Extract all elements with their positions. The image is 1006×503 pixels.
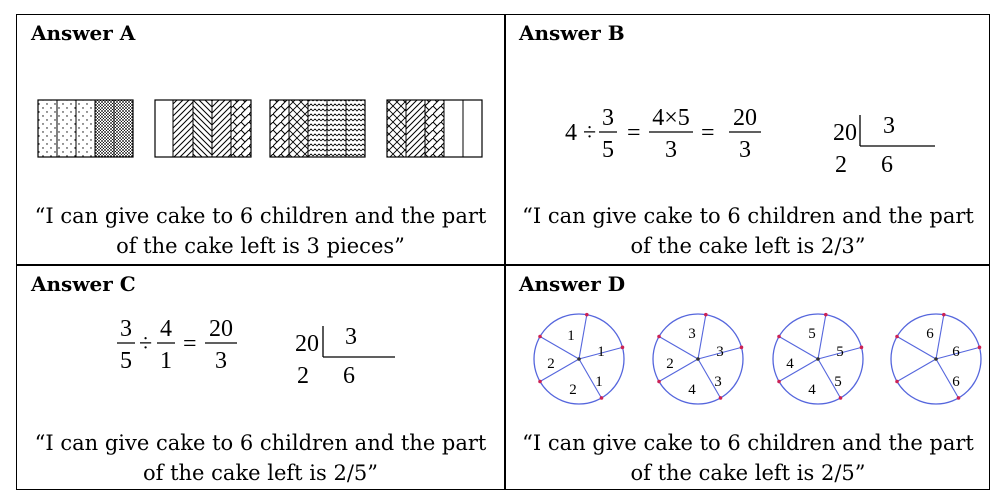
- equals: =: [183, 331, 197, 357]
- cake-slice-mark: [621, 346, 625, 350]
- answer-a-cell: [17, 15, 504, 264]
- long-division-divisor: 3: [345, 324, 357, 350]
- slice-label: 1: [595, 374, 603, 390]
- denominator-3: 3: [215, 348, 227, 374]
- numerator-2: 4: [160, 316, 172, 342]
- cake-center: [816, 357, 820, 361]
- cake-circle-1: [534, 313, 624, 404]
- answer-d-cake-circles: [505, 304, 991, 414]
- answer-a-quote-line-2: of the cake left is 3 pieces”: [116, 234, 405, 258]
- denominator-1: 5: [602, 137, 614, 163]
- denominator-2: 3: [665, 137, 677, 163]
- cake-slice-mark: [657, 335, 661, 339]
- slice-label: 4: [808, 382, 816, 398]
- divide-sign: ÷: [139, 331, 153, 357]
- answer-b-equation: [505, 93, 991, 183]
- cake-slice-mark: [777, 335, 781, 339]
- cake-slice-mark: [895, 335, 899, 339]
- answer-d-title: Answer D: [519, 272, 626, 296]
- long-division-remainder: 2: [835, 152, 847, 178]
- answer-a-title: Answer A: [31, 21, 136, 45]
- answer-b-cell: [505, 15, 991, 264]
- cake-strip-1: [38, 100, 133, 157]
- slice-label: 1: [567, 328, 575, 344]
- cake-strip-3: [270, 100, 365, 157]
- cake-slice-mark: [600, 396, 604, 400]
- cake-slice-mark: [538, 380, 542, 384]
- cake-circle-2: [653, 313, 743, 404]
- long-division-dividend: 20: [833, 120, 857, 146]
- answer-c-quote-line-1: “I can give cake to 6 children and the part: [34, 431, 487, 455]
- answers-table: [16, 14, 990, 490]
- cake-center: [577, 357, 581, 361]
- answer-d-quote-line-1: “I can give cake to 6 children and the part: [522, 431, 974, 455]
- slice-label: 1: [597, 344, 605, 360]
- cake-center: [696, 357, 700, 361]
- slice-label: 2: [547, 356, 555, 372]
- long-division-remainder: 2: [297, 363, 309, 389]
- slice-label: 4: [688, 382, 696, 398]
- answer-b-title: Answer B: [519, 21, 625, 45]
- long-division-quotient: 6: [881, 152, 893, 178]
- numerator-2: 4×5: [652, 105, 690, 131]
- cake-slice-mark: [740, 346, 744, 350]
- slice-label: 3: [688, 326, 696, 342]
- cake-slice-mark: [719, 396, 723, 400]
- answer-c-quote-line-2: of the cake left is 2/5”: [143, 461, 378, 485]
- answer-d-cell: [505, 266, 991, 491]
- answer-d-quote: [505, 428, 991, 488]
- cake-strip-4: [387, 100, 482, 157]
- slice-label: 3: [716, 344, 724, 360]
- answer-c-quote: [17, 428, 504, 488]
- answer-c-title: Answer C: [31, 272, 136, 296]
- cake-slice-mark: [585, 313, 589, 317]
- numerator-1: 3: [602, 105, 614, 131]
- cake-slice-mark: [824, 313, 828, 317]
- cake-center: [934, 357, 938, 361]
- numerator-3: 20: [733, 105, 757, 131]
- cake-slice-mark: [978, 346, 982, 350]
- cake-slice-mark: [860, 346, 864, 350]
- cake-slice-mark: [777, 380, 781, 384]
- cake-slice-mark: [895, 380, 899, 384]
- denominator-1: 5: [120, 348, 132, 374]
- denominator-3: 3: [739, 137, 751, 163]
- answer-b-quote-line-2: of the cake left is 2/3”: [630, 234, 866, 258]
- answer-a-cake-strips: [17, 98, 504, 168]
- numerator-1: 3: [120, 316, 132, 342]
- answer-c-equation: [17, 304, 504, 394]
- slice-label: 3: [714, 374, 722, 390]
- answer-b-quote-line-1: “I can give cake to 6 children and the part: [522, 204, 974, 228]
- answer-a-quote-line-1: “I can give cake to 6 children and the part: [34, 204, 487, 228]
- slice-label: 4: [786, 356, 794, 372]
- denominator-2: 1: [160, 348, 172, 374]
- cake-strip-2: [155, 100, 251, 157]
- slice-label: 5: [808, 326, 816, 342]
- answer-d-quote-line-2: of the cake left is 2/5”: [630, 461, 866, 485]
- answer-c-cell: [17, 266, 504, 491]
- slice-label: 6: [952, 374, 960, 390]
- equals-2: =: [701, 120, 715, 146]
- cake-slice-mark: [957, 396, 961, 400]
- cake-slice-mark: [839, 396, 843, 400]
- answer-b-quote: [505, 201, 991, 261]
- slice-label: 5: [834, 374, 842, 390]
- long-division-quotient: 6: [343, 363, 355, 389]
- slice-label: 6: [952, 344, 960, 360]
- long-division-dividend: 20: [295, 331, 319, 357]
- equals-1: =: [627, 120, 641, 146]
- slice-label: 6: [926, 326, 934, 342]
- numerator-3: 20: [209, 316, 233, 342]
- cake-circle-3: [773, 313, 863, 404]
- slice-label: 5: [836, 344, 844, 360]
- whole-number: 4: [565, 120, 577, 146]
- slice-label: 2: [569, 382, 577, 398]
- slice-label: 2: [666, 356, 674, 372]
- divide-sign: ÷: [583, 120, 597, 146]
- cake-slice-mark: [657, 380, 661, 384]
- cake-slice-mark: [942, 313, 946, 317]
- cake-slice-mark: [704, 313, 708, 317]
- cake-slice-mark: [538, 335, 542, 339]
- long-division-divisor: 3: [883, 113, 895, 139]
- answer-a-quote: [17, 201, 504, 261]
- cake-circle-4: [891, 313, 981, 404]
